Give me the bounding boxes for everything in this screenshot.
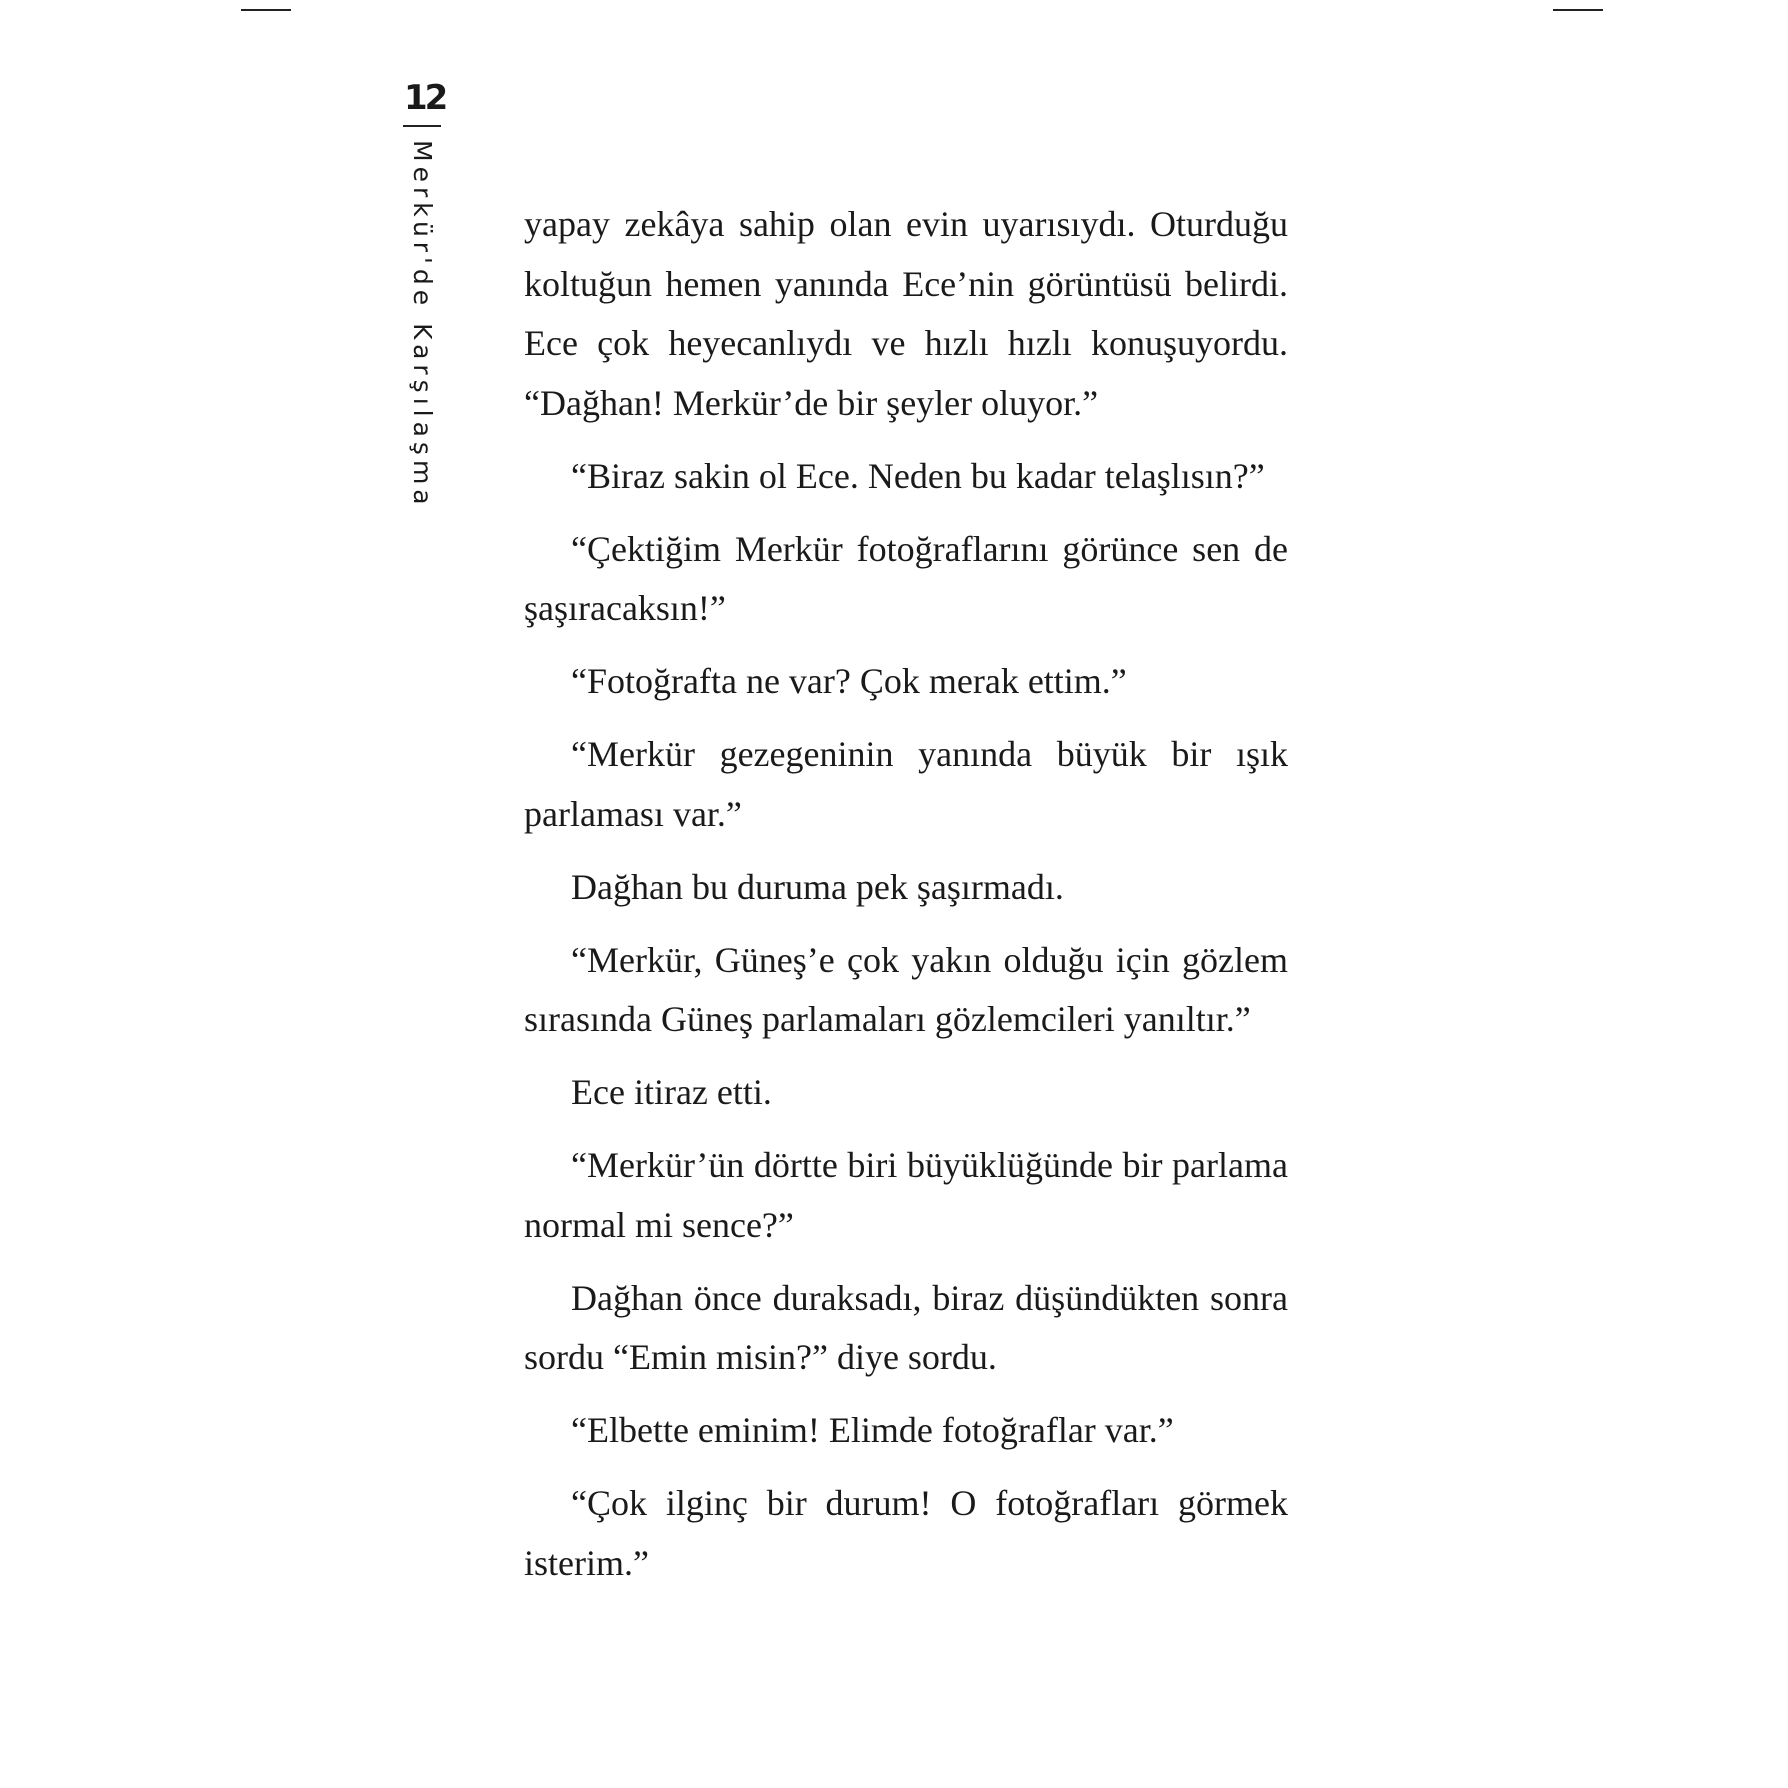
paragraph-7: “Merkür, Güneş’e çok yakın olduğu için gözlem sırasında Güneş parlamaları gözlemcileri yanıltır.” [524, 939, 1288, 1039]
page-number: 12 [404, 78, 446, 118]
paragraph-4: “Fotoğrafta ne var? Çok merak ettim.” [571, 661, 1127, 701]
paragraph-12: “Çok ilginç bir durum! O fotoğrafları görmek isterim.” [524, 1483, 1288, 1583]
paragraph-9: “Merkür’ün dörtte biri büyüklüğünde bir parlama normal mi sence?” [524, 1145, 1288, 1245]
paragraph-10: Dağhan önce duraksadı, biraz düşündükten sonra sordu “Emin misin?” diye sordu. [524, 1277, 1288, 1377]
crop-mark-left [241, 9, 291, 11]
paragraph-1: yapay zekâya sahip olan evin uyarısıydı. Oturduğu koltuğun hemen yanında Ece’nin görüntüsü belirdi. Ece çok heyecanlıydı ve hızlı hızlı konuşuyordu. “Dağhan! Merkür’de bir şeyler oluyor.” [524, 204, 1288, 423]
paragraph-6: Dağhan bu duruma pek şaşırmadı. [571, 866, 1064, 907]
running-head: Merkür'de Karşılaşma [408, 140, 437, 510]
page-number-rule [403, 125, 441, 127]
paragraph-11: “Elbette eminim! Elimde fotoğraflar var.” [571, 1410, 1174, 1450]
body-text [524, 195, 1288, 1607]
paragraph-5: “Merkür gezegeninin yanında büyük bir ışık parlaması var.” [524, 734, 1288, 834]
paragraph-2: “Biraz sakin ol Ece. Neden bu kadar telaşlısın?” [571, 455, 1265, 496]
paragraph-8: Ece itiraz etti. [571, 1072, 772, 1112]
crop-mark-right [1553, 9, 1603, 11]
paragraph-3: “Çektiğim Merkür fotoğraflarını görünce sen de şaşıracaksın!” [524, 528, 1288, 628]
